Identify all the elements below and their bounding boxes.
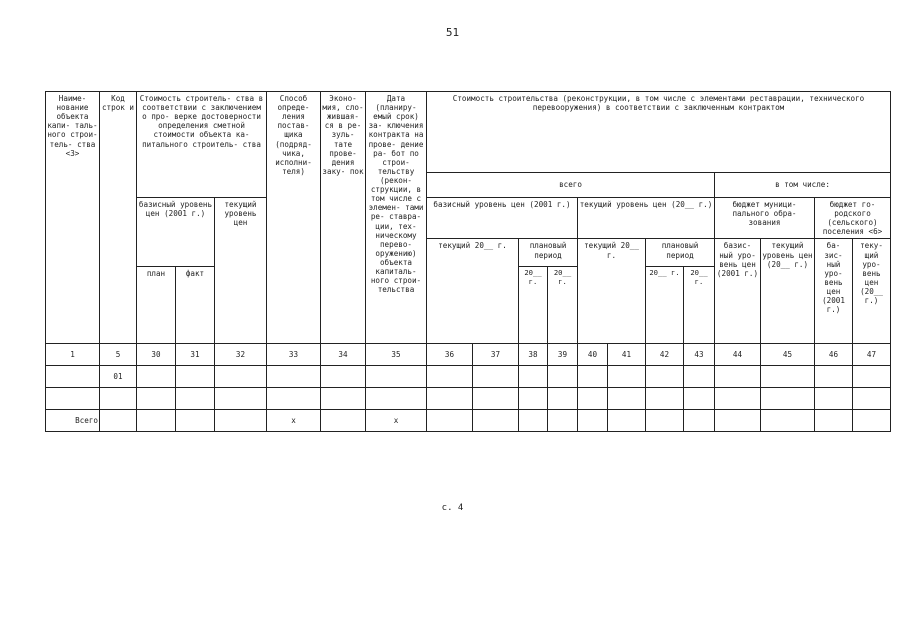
page-footer: с. 4 bbox=[441, 503, 464, 513]
table-cell bbox=[853, 388, 891, 410]
header-municipal-base-level: базис- ный уро- вень цен (2001 г.) bbox=[715, 239, 761, 344]
table-cell bbox=[46, 366, 100, 388]
column-number: 30 bbox=[137, 344, 176, 366]
table-cell bbox=[137, 388, 176, 410]
header-contract-current-level: текущий уровень цен (20__ г.) bbox=[578, 198, 715, 239]
header-municipal-current-level: текущий уровень цен (20__ г.) bbox=[761, 239, 815, 344]
header-including: в том числе: bbox=[715, 173, 891, 198]
column-number: 32 bbox=[215, 344, 267, 366]
header-contract-date: Дата (планиру- емый срок) за- ключения контракта на прове- дение ра- бот по строи- тельству (рекон- струкции, в том числе с элемен- тами ре- ставра- ции, тех- ническому перево- оружению) объекта капиталь- ного строи- тельства bbox=[366, 92, 427, 344]
header-conclusion-plan: план bbox=[137, 267, 176, 344]
column-number: 45 bbox=[761, 344, 815, 366]
table-cell bbox=[267, 366, 321, 388]
column-number: 43 bbox=[684, 344, 715, 366]
table-cell bbox=[715, 410, 761, 432]
header-conclusion-current-level: текущий уровень цен bbox=[215, 198, 267, 344]
table-cell bbox=[427, 366, 473, 388]
column-number: 42 bbox=[646, 344, 684, 366]
header-conclusion-fact: факт bbox=[176, 267, 215, 344]
table-cell bbox=[215, 410, 267, 432]
table-cell bbox=[473, 366, 519, 388]
header-object-name: Наиме- нование объекта капи- таль- ного строи- тель- ства <3> bbox=[46, 92, 100, 344]
table-cell bbox=[646, 366, 684, 388]
column-number: 31 bbox=[176, 344, 215, 366]
header-base-planned-year-2: 20__ г. bbox=[548, 267, 578, 344]
table-cell bbox=[176, 366, 215, 388]
table-cell bbox=[684, 410, 715, 432]
header-cost-conclusion: Стоимость строитель- ства в соответствии с заключением о про- верке достоверности определения сметной стоимости объекта ка- питального строитель- ства bbox=[137, 92, 267, 198]
header-current-planned-year-2: 20__ г. bbox=[684, 267, 715, 344]
table-cell bbox=[519, 410, 548, 432]
table-row bbox=[46, 366, 891, 388]
column-number: 34 bbox=[321, 344, 366, 366]
header-current-current-year: текущий 20__ г. bbox=[578, 239, 646, 344]
table-cell bbox=[578, 410, 608, 432]
table-cell bbox=[100, 410, 137, 432]
table-cell bbox=[761, 410, 815, 432]
table-cell bbox=[853, 366, 891, 388]
column-number: 36 bbox=[427, 344, 473, 366]
table-row bbox=[46, 388, 891, 410]
column-number: 44 bbox=[715, 344, 761, 366]
table-cell bbox=[608, 388, 646, 410]
column-number: 37 bbox=[473, 344, 519, 366]
column-number: 5 bbox=[100, 344, 137, 366]
table-cell bbox=[519, 388, 548, 410]
header-current-planned-year-1: 20__ г. bbox=[646, 267, 684, 344]
header-base-planned-period: плановый период bbox=[519, 239, 578, 267]
total-row bbox=[46, 410, 891, 432]
table-cell bbox=[176, 388, 215, 410]
header-contract-base-level: базисный уровень цен (2001 г.) bbox=[427, 198, 578, 239]
x-mark-cell: x bbox=[366, 410, 427, 432]
table-cell bbox=[137, 366, 176, 388]
table-cell bbox=[715, 366, 761, 388]
page-number: 51 bbox=[445, 26, 460, 39]
row-code-cell: 01 bbox=[100, 366, 137, 388]
table-cell bbox=[608, 410, 646, 432]
table-cell bbox=[684, 366, 715, 388]
table-cell bbox=[215, 366, 267, 388]
table-cell bbox=[608, 366, 646, 388]
table-cell bbox=[427, 388, 473, 410]
table-cell bbox=[548, 388, 578, 410]
table-cell bbox=[366, 388, 427, 410]
header-supplier-method: Способ опреде- ления постав- щика (подряд- чика, исполни- теля) bbox=[267, 92, 321, 344]
table-cell bbox=[176, 410, 215, 432]
table-cell bbox=[215, 388, 267, 410]
table-cell bbox=[815, 388, 853, 410]
table-cell bbox=[473, 388, 519, 410]
table-cell bbox=[519, 366, 548, 388]
table-cell bbox=[137, 410, 176, 432]
table-cell bbox=[761, 388, 815, 410]
header-cost-contract: Стоимость строительства (реконструкции, в том числе с элементами реставрации, технического перевооружения) в соответствии с заключенным контрактом bbox=[427, 92, 891, 173]
column-number: 39 bbox=[548, 344, 578, 366]
column-number: 38 bbox=[519, 344, 548, 366]
header-city-current-level: теку- щий уро- вень цен (20__ г.) bbox=[853, 239, 891, 344]
table-cell bbox=[473, 410, 519, 432]
table-cell bbox=[646, 388, 684, 410]
column-number: 35 bbox=[366, 344, 427, 366]
column-number: 41 bbox=[608, 344, 646, 366]
table-cell bbox=[761, 366, 815, 388]
column-number: 33 bbox=[267, 344, 321, 366]
header-current-planned-period: плановый период bbox=[646, 239, 715, 267]
header-total: всего bbox=[427, 173, 715, 198]
table-cell bbox=[715, 388, 761, 410]
table-cell bbox=[321, 366, 366, 388]
table-cell bbox=[853, 410, 891, 432]
table-cell bbox=[646, 410, 684, 432]
table-cell bbox=[578, 388, 608, 410]
table-cell bbox=[321, 388, 366, 410]
column-number-row bbox=[46, 344, 891, 366]
table-cell bbox=[46, 388, 100, 410]
table-cell bbox=[815, 366, 853, 388]
table-cell bbox=[267, 388, 321, 410]
table-cell bbox=[815, 410, 853, 432]
total-label: Всего bbox=[46, 410, 100, 432]
header-row-code: Код строк и bbox=[100, 92, 137, 344]
table-cell bbox=[100, 388, 137, 410]
header-city-base-level: ба- зис- ный уро- вень цен (2001 г.) bbox=[815, 239, 853, 344]
header-budget-city: бюджет го- родского (сельского) поселения <6> bbox=[815, 198, 891, 239]
header-conclusion-base-level: базисный уровень цен (2001 г.) bbox=[137, 198, 215, 267]
header-budget-municipal: бюджет муници- пального обра- зования bbox=[715, 198, 815, 239]
table-cell bbox=[366, 366, 427, 388]
table-cell bbox=[321, 410, 366, 432]
table-cell bbox=[548, 366, 578, 388]
x-mark-cell: x bbox=[267, 410, 321, 432]
table-cell bbox=[427, 410, 473, 432]
table-cell bbox=[548, 410, 578, 432]
header-economy: Эконо- мия, сло- жившая- ся в ре- зуль- тате прове- дения заку- пок bbox=[321, 92, 366, 344]
column-number: 46 bbox=[815, 344, 853, 366]
column-number: 47 bbox=[853, 344, 891, 366]
header-base-current-year: текущий 20__ г. bbox=[427, 239, 519, 344]
report-table bbox=[45, 91, 891, 432]
header-base-planned-year-1: 20__ г. bbox=[519, 267, 548, 344]
table-cell bbox=[684, 388, 715, 410]
column-number: 1 bbox=[46, 344, 100, 366]
table-cell bbox=[578, 366, 608, 388]
column-number: 40 bbox=[578, 344, 608, 366]
